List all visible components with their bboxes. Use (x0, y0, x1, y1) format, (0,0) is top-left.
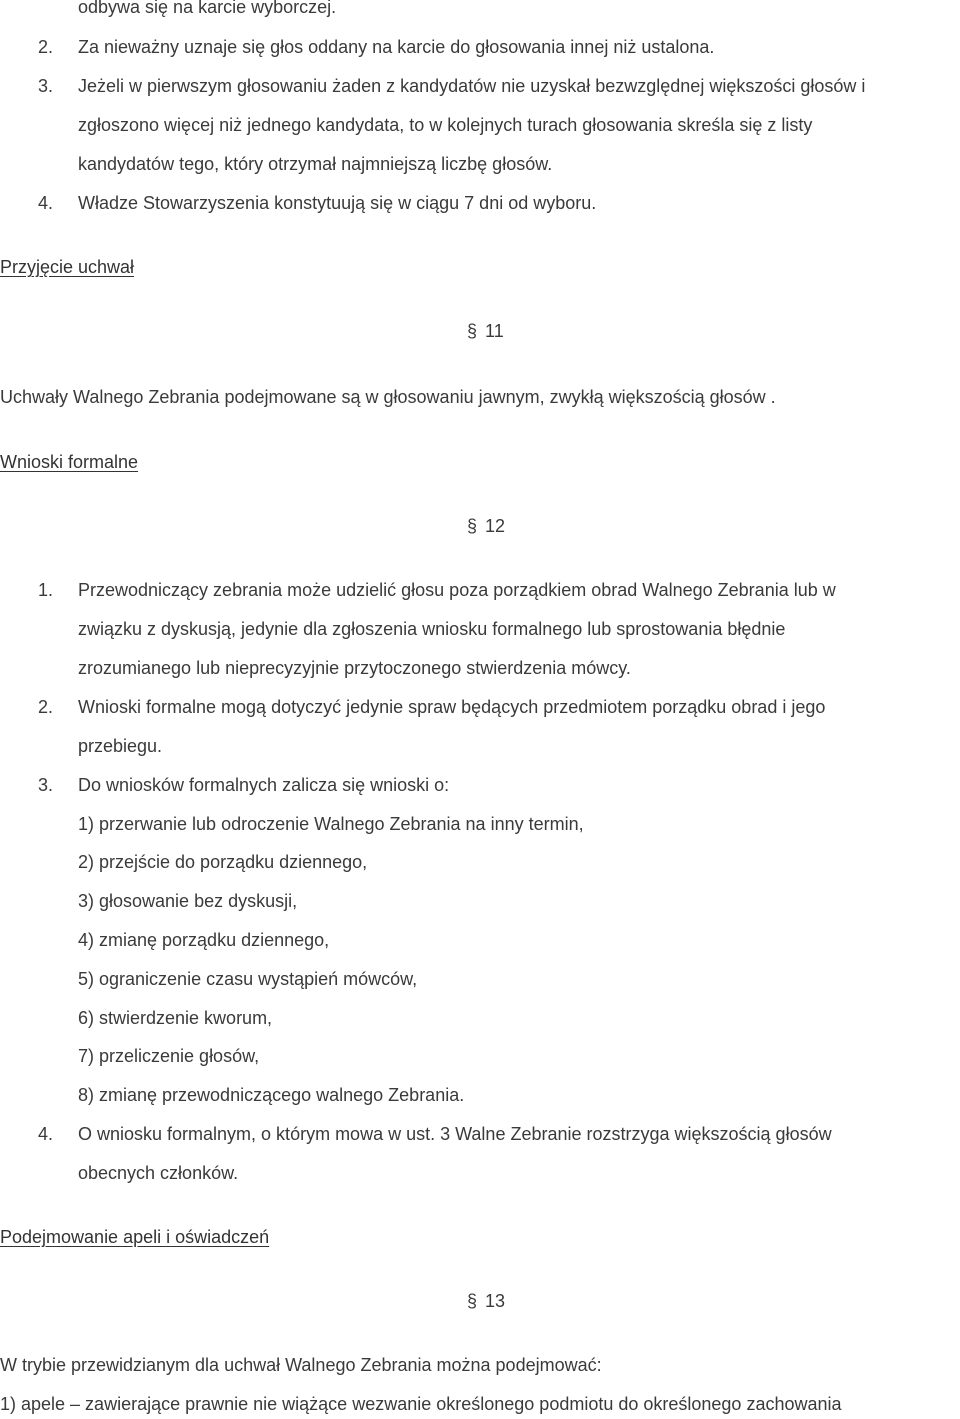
paragraph-text: Uchwały Walnego Zebrania podejmowane są w głosowaniu jawnym, zwykłą większością głosów . (0, 387, 776, 407)
sub-list-item: 3) głosowanie bez dyskusji, (78, 891, 298, 911)
list-num: 2. (38, 697, 54, 717)
paragraph-num: 11 (485, 321, 504, 341)
list-item-line: zrozumianego lub nieprecyzyjnie przytoczonego stwierdzenia mówcy. (78, 658, 631, 678)
section-symbol: § (467, 321, 478, 341)
paragraph-number (467, 320, 504, 342)
sub-list-item: 2) przejście do porządku dziennego, (78, 852, 368, 872)
sub-list-item: 1) przerwanie lub odroczenie Walnego Zebrania na inny termin, (78, 814, 584, 834)
sub-list-item: 6) stwierdzenie kworum, (78, 1008, 273, 1028)
list-item-line: Do wniosków formalnych zalicza się wnioski o: (78, 775, 450, 795)
list-num: 4. (38, 1124, 54, 1144)
sub-list-item: 8) zmianę przewodniczącego walnego Zebrania. (78, 1085, 465, 1105)
sub-list-item: 4) zmianę porządku dziennego, (78, 930, 330, 950)
section-symbol: § (467, 1291, 478, 1311)
paragraph-num: 13 (485, 1291, 506, 1311)
list-num: 2. (38, 37, 54, 57)
list-item-line: związku z dyskusją, jedynie dla zgłoszenia wniosku formalnego lub sprostowania błędnie (78, 619, 786, 639)
list-item-line: Jeżeli w pierwszym głosowaniu żaden z kandydatów nie uzyskał bezwzględnej większości głosów i (78, 76, 866, 96)
list-item-line: kandydatów tego, który otrzymał najmniejszą liczbę głosów. (78, 154, 553, 174)
section-heading: Podejmowanie apeli i oświadczeń (0, 1227, 270, 1247)
paragraph-number (467, 1290, 505, 1312)
paragraph-text: W trybie przewidzianym dla uchwał Walnego Zebrania można podejmować: (0, 1355, 602, 1375)
sub-list-item: 7) przeliczenie głosów, (78, 1046, 260, 1066)
list-item-line: Przewodniczący zebrania może udzielić głosu poza porządkiem obrad Walnego Zebrania lub w (78, 580, 836, 600)
list-item-line: zgłoszono więcej niż jednego kandydata, to w kolejnych turach głosowania skreśla się z listy (78, 115, 813, 135)
paragraph-number (467, 515, 505, 537)
list-num: 4. (38, 193, 54, 213)
paragraph-num: 12 (485, 516, 506, 536)
list-num: 3. (38, 76, 54, 96)
list-item-line: O wniosku formalnym, o którym mowa w ust. 3 Walne Zebranie rozstrzyga większością głosów (78, 1124, 832, 1144)
list-item-line: przebiegu. (78, 736, 163, 756)
list-num: 1. (38, 580, 54, 600)
section-heading: Wnioski formalne (0, 452, 139, 472)
list-item-line: Za nieważny uznaje się głos oddany na karcie do głosowania innej niż ustalona. (78, 37, 715, 57)
list-num: 3. (38, 775, 54, 795)
section-heading: Przyjęcie uchwał (0, 257, 135, 277)
list-item-line: 1) apele – zawierające prawnie nie wiążące wezwanie określonego podmiotu do określonego zachowania (0, 1394, 842, 1414)
list-item-1-cont: odbywa się na karcie wyborczej. (78, 0, 337, 17)
section-symbol: § (467, 516, 478, 536)
list-item-line: obecnych członków. (78, 1163, 239, 1183)
sub-list-item: 5) ograniczenie czasu wystąpień mówców, (78, 969, 418, 989)
list-item-line: Władze Stowarzyszenia konstytuują się w ciągu 7 dni od wyboru. (78, 193, 597, 213)
list-item-line: Wnioski formalne mogą dotyczyć jedynie spraw będących przedmiotem porządku obrad i jego (78, 697, 826, 717)
